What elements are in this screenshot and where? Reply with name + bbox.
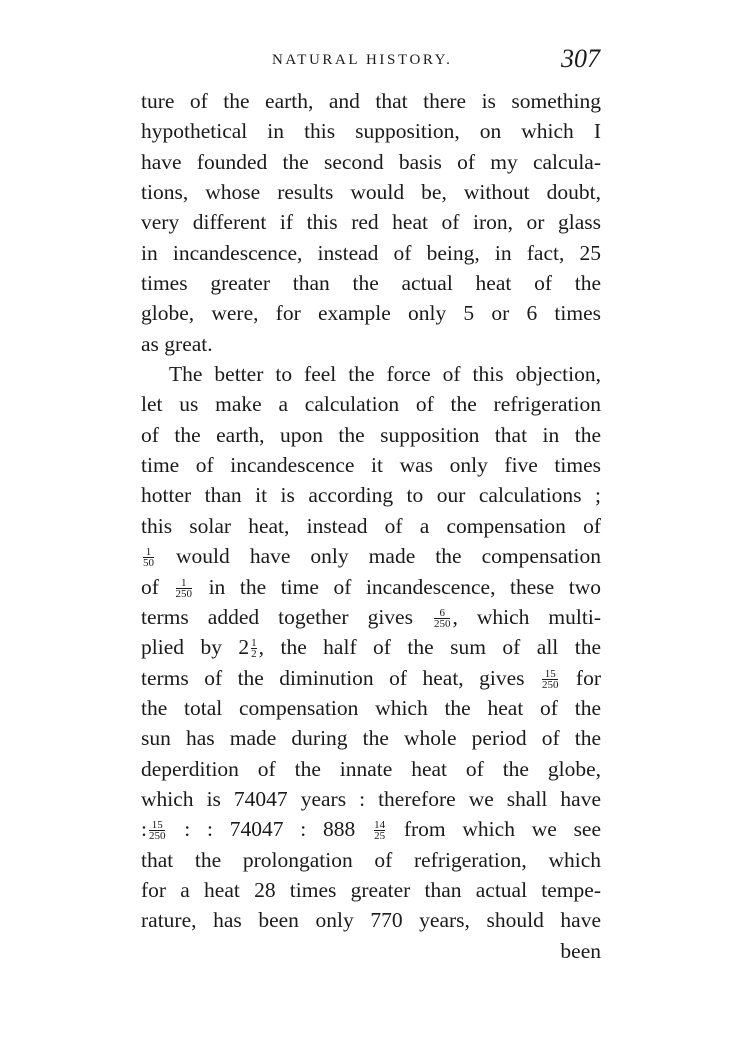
fraction-denominator: 2 [251, 648, 257, 661]
text-line [141, 602, 601, 632]
fraction-numerator: 15 [151, 819, 163, 832]
fraction-denominator: 25 [374, 830, 386, 843]
fraction [542, 669, 559, 690]
fraction-denominator: 250 [541, 678, 559, 691]
fraction-numerator: 14 [374, 819, 386, 832]
text-run: of [141, 574, 159, 599]
fraction-numerator: 1 [145, 546, 152, 559]
text-line: for a heat 28 times greater than actual tempe- [141, 877, 601, 902]
text-line: let us make a calculation of the refrigeration [141, 392, 601, 417]
fraction [251, 638, 257, 659]
text-line: as great. [141, 331, 213, 356]
fraction-numerator: 15 [544, 667, 556, 680]
text-run: , which multi- [452, 604, 601, 629]
running-title: NATURAL HISTORY. [272, 52, 453, 68]
fraction [176, 578, 193, 599]
text-line: which is 74047 years : therefore we shall have [141, 786, 601, 811]
text-run: for [575, 665, 601, 690]
text-line: that the prolongation of refrigeration, which [141, 847, 601, 872]
text-line: in incandescence, instead of being, in fact, 25 [141, 240, 601, 265]
text-line: times greater than the actual heat of the [141, 271, 601, 296]
fraction [149, 820, 166, 841]
fraction-denominator: 250 [433, 617, 451, 630]
text-line [141, 572, 601, 602]
catchword: been [560, 938, 601, 963]
fraction-denominator: 50 [143, 557, 154, 570]
text-line [141, 632, 601, 662]
fraction-numerator: 6 [439, 606, 445, 619]
page-number: 307 [561, 44, 600, 73]
fraction [434, 608, 451, 629]
text-line: ture of the earth, and that there is something [141, 89, 601, 113]
text-line: the total compensation which the heat of the [141, 695, 601, 720]
text-line: deperdition of the innate heat of the globe, [141, 756, 601, 781]
text-run: terms of the diminution of heat, gives [141, 665, 525, 690]
text-run: plied by 2 [141, 635, 250, 660]
text-line [141, 541, 601, 571]
text-run: : [141, 817, 147, 842]
text-run: in the time of incandescence, these two [208, 574, 602, 599]
text-line: globe, were, for example only 5 or 6 times [141, 301, 601, 326]
fraction-numerator: 1 [181, 576, 187, 589]
text-line: have founded the second basis of my calcula- [141, 149, 601, 174]
running-head [140, 44, 600, 78]
text-line: The better to feel the force of this objection, [169, 362, 601, 387]
text-line: rature, has been only 770 years, should have [141, 908, 601, 933]
fraction [143, 547, 154, 568]
text-line: of the earth, upon the supposition that in the [141, 422, 601, 447]
text-run: : : 74047 : 888 [184, 817, 356, 842]
text-run: from which we see [403, 817, 602, 842]
fraction-denominator: 250 [148, 830, 166, 843]
text-line: time of incandescence it was only five times [141, 453, 601, 478]
text-run: would have only made the compensation [176, 544, 601, 569]
fraction-denominator: 250 [175, 587, 192, 600]
fraction-numerator: 1 [251, 637, 257, 650]
text-line [141, 663, 601, 693]
text-line: sun has made during the whole period of the [141, 726, 601, 751]
text-line: this solar heat, instead of a compensation of [141, 513, 601, 538]
text-line: hotter than it is according to our calculations ; [141, 483, 601, 508]
text-line: hypothetical in this supposition, on which I [141, 119, 601, 144]
text-run: terms added together gives [141, 604, 413, 629]
text-run: , the half of the sum of all the [258, 635, 601, 660]
fraction [374, 820, 385, 841]
text-line: tions, whose results would be, without doubt, [141, 180, 601, 205]
text-line: very different if this red heat of iron, or glass [141, 210, 601, 235]
text-line [141, 814, 601, 844]
text-block [141, 86, 601, 966]
